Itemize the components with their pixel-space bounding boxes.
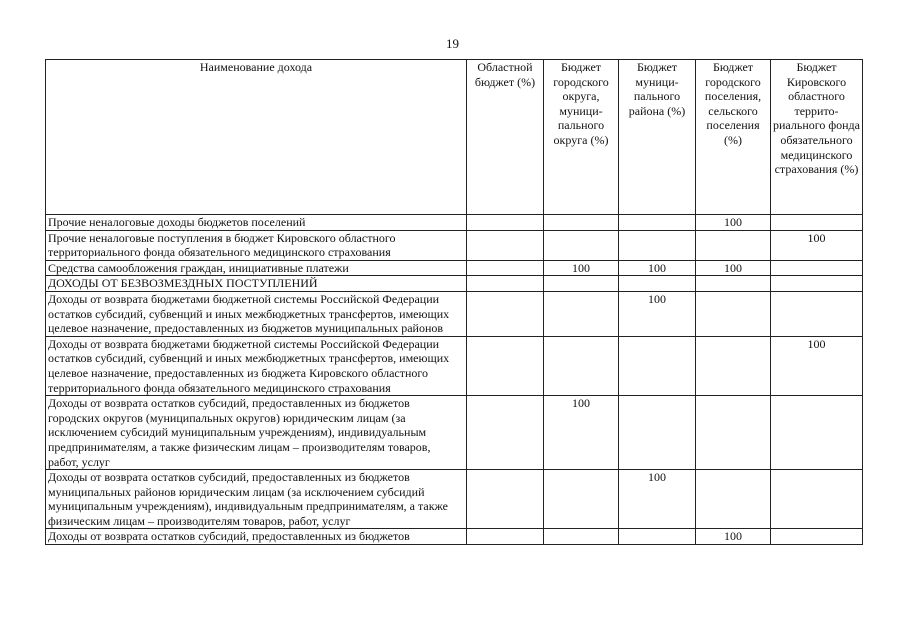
regional-budget-cell (467, 260, 544, 276)
municipal-district-budget-cell (619, 276, 696, 292)
income-name-cell: Средства самообложения граждан, инициативные платежи (46, 260, 467, 276)
section-heading-cell: ДОХОДЫ ОТ БЕЗВОЗМЕЗДНЫХ ПОСТУПЛЕНИЙ (46, 276, 467, 292)
settlement-budget-cell (696, 396, 771, 470)
income-name-cell: Доходы от возврата бюджетами бюджетной системы Российской Федерации остатков субсидий, субвенций и иных межбюджетных трансфертов, имеющих целевое назначение, предоставленных из бюджета Кировского областного территориального фонда обязательного медицинского страхования (46, 336, 467, 395)
income-name-cell: Доходы от возврата остатков субсидий, предоставленных из бюджетов муниципальных районов юридическим лицам (за исключением субсидий муниципальным учреждениям), индивидуальным предпринимателям, а также физическим лицам – производителям товаров, работ, услуг (46, 470, 467, 529)
page-number: 19 (446, 36, 459, 51)
settlement-budget-cell (696, 336, 771, 395)
column-header-regional-budget: Областной бюджет (%) (467, 60, 544, 215)
regional-budget-cell (467, 529, 544, 545)
city-district-budget-cell: 100 (544, 396, 619, 470)
column-header-income-name: Наименование дохода (46, 60, 467, 215)
municipal-district-budget-cell (619, 336, 696, 395)
medical-fund-budget-cell: 100 (771, 230, 863, 260)
city-district-budget-cell (544, 470, 619, 529)
table-row (46, 291, 863, 336)
city-district-budget-cell (544, 291, 619, 336)
table-row (46, 230, 863, 260)
income-name-cell: Доходы от возврата остатков субсидий, предоставленных из бюджетов городских округов (муниципальных округов) юридическим лицам (за исключением субсидий муниципальным учреждениям), индивидуальным предпринимателям, а также физическим лицам – производителям товаров, работ, услуг (46, 396, 467, 470)
city-district-budget-cell (544, 215, 619, 231)
income-name-cell: Доходы от возврата бюджетами бюджетной системы Российской Федерации остатков субсидий, субвенций и иных межбюджетных трансфертов, имеющих целевое назначение, предоставленных из бюджетов муниципальных районов (46, 291, 467, 336)
municipal-district-budget-cell (619, 230, 696, 260)
medical-fund-budget-cell: 100 (771, 336, 863, 395)
table-row (46, 336, 863, 395)
column-header-medical-insurance-fund-budget: Бюджет Кировского областного террито- риального фонда обязательного медицинского страхования (%) (771, 60, 863, 215)
municipal-district-budget-cell (619, 215, 696, 231)
income-name-cell: Доходы от возврата остатков субсидий, предоставленных из бюджетов (46, 529, 467, 545)
regional-budget-cell (467, 470, 544, 529)
settlement-budget-cell (696, 230, 771, 260)
medical-fund-budget-cell (771, 260, 863, 276)
regional-budget-cell (467, 336, 544, 395)
regional-budget-cell (467, 276, 544, 292)
table-row (46, 470, 863, 529)
income-distribution-table (45, 59, 863, 545)
table-section-row (46, 276, 863, 292)
column-header-settlement-budget: Бюджет городского поселения, сельского поселения (%) (696, 60, 771, 215)
medical-fund-budget-cell (771, 276, 863, 292)
medical-fund-budget-cell (771, 291, 863, 336)
income-name-cell: Прочие неналоговые доходы бюджетов поселений (46, 215, 467, 231)
column-header-municipal-district-budget: Бюджет муници- пального района (%) (619, 60, 696, 215)
settlement-budget-cell (696, 291, 771, 336)
settlement-budget-cell: 100 (696, 215, 771, 231)
settlement-budget-cell: 100 (696, 529, 771, 545)
municipal-district-budget-cell (619, 396, 696, 470)
city-district-budget-cell (544, 230, 619, 260)
city-district-budget-cell (544, 529, 619, 545)
settlement-budget-cell (696, 276, 771, 292)
regional-budget-cell (467, 396, 544, 470)
city-district-budget-cell: 100 (544, 260, 619, 276)
settlement-budget-cell (696, 470, 771, 529)
regional-budget-cell (467, 215, 544, 231)
medical-fund-budget-cell (771, 529, 863, 545)
medical-fund-budget-cell (771, 470, 863, 529)
table-row (46, 529, 863, 545)
table-row (46, 215, 863, 231)
regional-budget-cell (467, 230, 544, 260)
medical-fund-budget-cell (771, 396, 863, 470)
medical-fund-budget-cell (771, 215, 863, 231)
regional-budget-cell (467, 291, 544, 336)
settlement-budget-cell: 100 (696, 260, 771, 276)
municipal-district-budget-cell: 100 (619, 260, 696, 276)
table-row (46, 396, 863, 470)
municipal-district-budget-cell: 100 (619, 291, 696, 336)
municipal-district-budget-cell (619, 529, 696, 545)
column-header-city-district-budget: Бюджет городского округа, муници- пального округа (%) (544, 60, 619, 215)
table-row (46, 260, 863, 276)
table-header-row (46, 60, 863, 215)
income-name-cell: Прочие неналоговые поступления в бюджет Кировского областного территориального фонда обязательного медицинского страхования (46, 230, 467, 260)
city-district-budget-cell (544, 276, 619, 292)
municipal-district-budget-cell: 100 (619, 470, 696, 529)
city-district-budget-cell (544, 336, 619, 395)
